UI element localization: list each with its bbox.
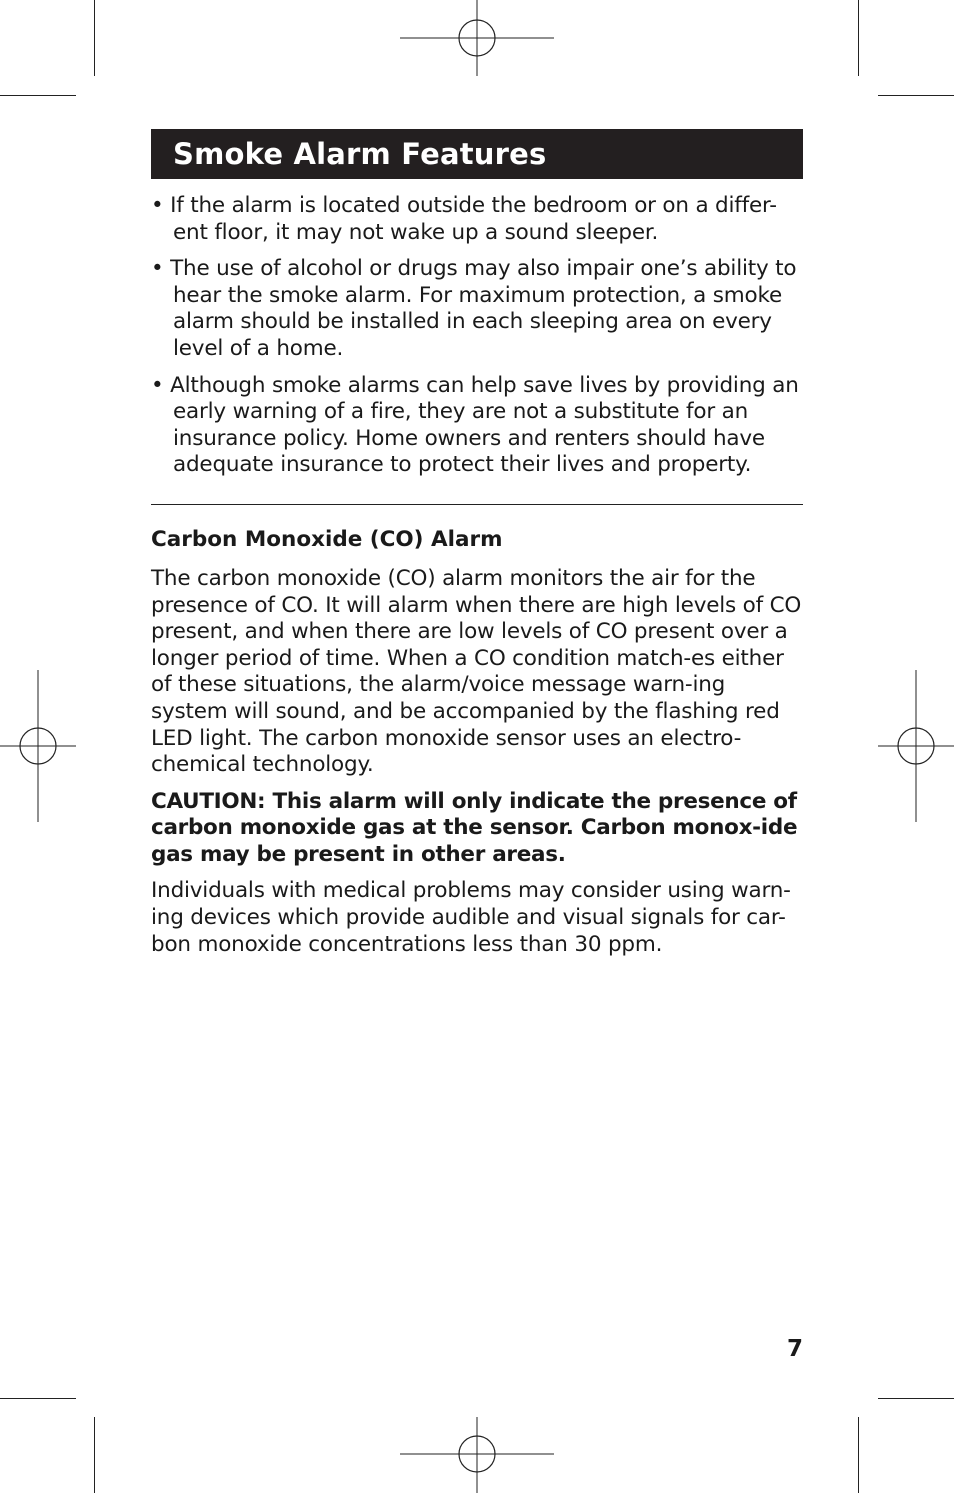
page-number: 7 — [786, 1336, 803, 1362]
crop-mark — [0, 95, 76, 96]
crop-mark — [858, 0, 859, 76]
co-description-paragraph: The carbon monoxide (CO) alarm monitors the air for the presence of CO. It will alarm when there are high levels of CO present, and when there are low levels of CO present over a longer period of time. When a CO condition match-es either of these situations, the alarm/voice message warn-ing system will sound, and be accompanied by the flashing red LED light. The carbon monoxide sensor uses an electro-chemical technology. — [151, 565, 802, 778]
bullet-item: • Although smoke alarms can help save lives by providing an early warning of a fire, they are not a substitute for an insurance policy. Home owners and renters should have adequate insurance to protect their lives and property. — [151, 372, 799, 478]
registration-mark-left — [0, 670, 76, 822]
registration-mark-top — [400, 0, 554, 76]
medical-advice-paragraph: Individuals with medical problems may consider using warn-ing devices which provide audible and visual signals for car-bon monoxide concentrations less than 30 ppm. — [151, 878, 791, 957]
crop-mark — [94, 1417, 95, 1493]
crop-mark — [858, 1417, 859, 1493]
bullet-list — [151, 193, 803, 479]
caution-notice: CAUTION: This alarm will only indicate the presence of carbon monoxide gas at the sensor. Carbon monox-ide gas may be present in other areas. — [151, 788, 798, 867]
crop-mark — [94, 0, 95, 76]
crop-mark — [878, 95, 954, 96]
section-title-banner: Smoke Alarm Features — [151, 129, 803, 179]
registration-mark-bottom — [400, 1417, 554, 1493]
co-alarm-heading: Carbon Monoxide (CO) Alarm — [151, 526, 503, 552]
bullet-item: • The use of alcohol or drugs may also impair one’s ability to hear the smoke alarm. For maximum protection, a smoke alarm should be installed in each sleeping area on every level of a home. — [151, 256, 797, 361]
registration-mark-right — [878, 670, 954, 822]
bullet-item: • If the alarm is located outside the bedroom or on a differ-ent floor, it may not wake up a sound sleeper. — [151, 193, 777, 245]
crop-mark — [0, 1398, 76, 1399]
page-content — [151, 129, 803, 958]
section-divider — [151, 504, 803, 505]
crop-mark — [878, 1398, 954, 1399]
